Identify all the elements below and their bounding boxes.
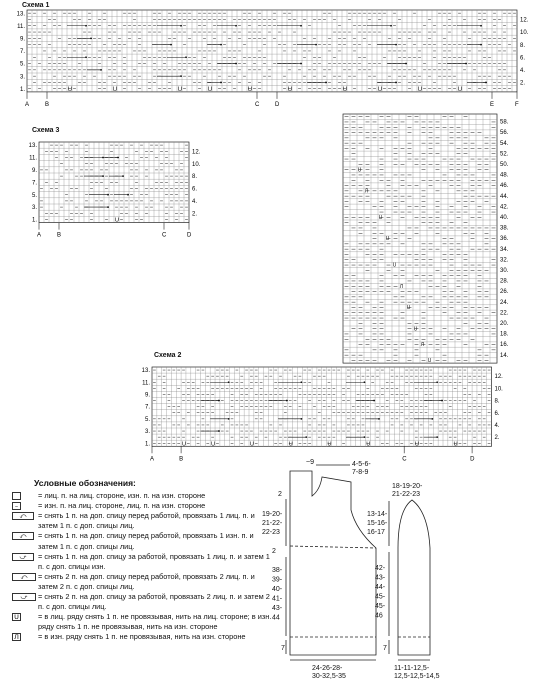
armhole-line [290, 546, 376, 548]
slip-mark: U [385, 236, 390, 243]
row-label: 34. [500, 246, 509, 253]
cable-left-purl-icon: ⤺ [12, 532, 34, 540]
row-label: 50. [500, 162, 509, 168]
slip-mark: U [413, 326, 418, 333]
row-label: 22. [500, 310, 509, 317]
row-label: 26. [500, 289, 509, 296]
body-outline [290, 471, 376, 655]
row-label: 5. [31, 192, 37, 199]
slip-mark: U [378, 215, 383, 221]
row-label: 38. [500, 225, 509, 232]
slip-mark: Л [399, 283, 404, 290]
row-label: 11. [142, 380, 150, 387]
legend-text: = снять 2 п. на доп. спицу за работой, провязать 2 лиц. п. и затем 2 п. с доп. спицы лиц. [38, 592, 270, 612]
dim-shoulder: 4-5-6-7-8-9 [352, 461, 371, 476]
legend-text: = снять 1 п. на доп. спицу за работой, провязать 1 лиц. п. и затем 1 п. с доп. спицы изн. [38, 551, 270, 571]
row-label: 4. [520, 68, 526, 74]
scheme-3-title: Схема 3 [32, 127, 60, 134]
row-label: 12. [494, 374, 503, 381]
row-label: 56. [500, 130, 509, 137]
row-label: 18. [500, 331, 509, 338]
row-label: 4. [192, 199, 198, 205]
row-label: 30. [500, 268, 509, 274]
slip-mark: U [457, 86, 463, 93]
row-label: 54. [500, 140, 509, 147]
purl-stitch-icon: – [12, 502, 21, 510]
row-label: 16. [500, 342, 509, 349]
slip-mark: U [392, 262, 397, 269]
legend-text: = в лиц. ряду снять 1 п. не провязывая, нить на лиц. стороне; в изн. ряду снять 1 п. не провязывая, нить на изн. стороне [38, 612, 272, 632]
scheme-2-title: Схема 2 [154, 352, 182, 359]
slip-mark: Л [364, 188, 369, 195]
marker-label: D [275, 101, 280, 108]
row-label: 3. [144, 429, 150, 436]
slip-stitch-icon: U [12, 613, 21, 621]
slip-mark: U [181, 441, 187, 448]
legend-text: = снять 1 п. на доп. спицу перед работой, провязать 1 лиц. п. и затем 1 п. с доп. спицы лиц. [38, 511, 255, 531]
row-label: 6. [192, 186, 198, 193]
dim-sleeve-rib: 7 [383, 645, 387, 652]
scheme-1-title: Схема 1 [22, 2, 50, 9]
dim-rib: 7 [281, 645, 285, 652]
row-label: 7. [31, 180, 37, 187]
row-label: 8. [520, 42, 526, 49]
dim-side-length: 38-39-40-41-43-44 [272, 567, 283, 622]
dim-top-width: ~9 [306, 459, 314, 466]
dim-sleeve-length: 42-43-44-45-45-46 [375, 565, 386, 620]
row-label: 1. [19, 86, 25, 93]
slip-mark: U [211, 441, 216, 448]
row-label: 7. [19, 49, 25, 56]
row-label: 4. [494, 423, 500, 429]
slip-mark: U [114, 217, 120, 224]
row-label: 32. [500, 257, 509, 264]
row-label: 12. [192, 149, 201, 156]
cable-2x2-right-icon: ⤻ [12, 593, 36, 601]
row-label: 2. [494, 435, 500, 442]
row-label: 14. [500, 352, 509, 359]
marker-label: E [490, 101, 495, 108]
legend-text: = снять 1 п. на доп. спицу перед работой, провязать 1 изн. п. и затем 1 п. с доп. спицы лиц. [38, 531, 254, 551]
marker-label: B [57, 232, 62, 239]
slip-mark: U [112, 86, 118, 93]
row-label: 28. [500, 278, 509, 285]
dim-sleeve-bottom: 11-11-12,5-12,5-12,5-14,5 [394, 665, 440, 680]
legend-text: = изн. п. на лиц. стороне, лиц. п. на изн. стороне [38, 501, 206, 511]
row-label: 24. [500, 299, 509, 306]
row-label: 5. [19, 61, 25, 68]
row-label: 3. [19, 74, 25, 81]
slip-mark: U [249, 441, 254, 448]
row-label: 7. [144, 404, 150, 411]
row-label: 1. [31, 217, 37, 224]
slip-mark: U [357, 167, 362, 174]
slip-mark: U [207, 86, 213, 93]
row-label: 2. [520, 80, 526, 87]
slip-mark: Л [420, 342, 425, 349]
row-label: 10. [494, 386, 503, 393]
slip-mark: U [453, 441, 458, 448]
row-label: 48. [500, 172, 509, 179]
marker-label: D [470, 456, 475, 463]
row-label: 20. [500, 321, 509, 327]
marker-label: C [162, 232, 167, 239]
legend-text: = снять 2 п. на доп. спицу перед работой, провязать 2 лиц. п. и затем 2 п. с доп. спицы лиц. [38, 571, 255, 591]
row-label: 46. [500, 183, 509, 190]
dim-sleeve-cap: 13-14-15-16-16-17 [367, 511, 388, 536]
slip-mark: U [342, 86, 348, 93]
slip-mark: U [67, 86, 73, 93]
row-label: 13. [141, 368, 150, 375]
slip-mark: U [366, 441, 371, 448]
slip-mark: U [414, 441, 419, 448]
marker-label: A [25, 101, 30, 108]
slip-mark: U [327, 441, 332, 448]
row-label: 6. [520, 55, 526, 62]
row-label: 8. [494, 398, 500, 405]
dim-sleeve-top: 18-19-20-21-22-23 [392, 483, 423, 498]
row-label: 44. [500, 193, 509, 200]
marker-label: A [150, 456, 155, 463]
legend-title: Условные обозначения: [34, 478, 136, 488]
slip-mark: U [406, 305, 411, 312]
marker-label: F [515, 101, 519, 108]
row-label: 1. [144, 441, 150, 448]
slip-mark: U [417, 86, 423, 93]
marker-label: C [255, 101, 260, 108]
row-label: 36. [500, 236, 509, 243]
slip-mark: U [177, 86, 183, 93]
row-label: 3. [31, 205, 37, 212]
legend-text: = в изн. ряду снять 1 п. не провязывая, нить на изн. стороне [38, 632, 246, 642]
row-label: 8. [192, 174, 198, 181]
slip-mark: U [247, 86, 253, 93]
row-label: 9. [19, 36, 25, 43]
row-label: 9. [144, 392, 150, 399]
marker-label: A [37, 232, 42, 239]
row-label: 11. [29, 155, 37, 162]
slip-mark: U [377, 86, 383, 93]
sleeve-outline [398, 500, 430, 655]
row-label: 10. [192, 161, 201, 168]
marker-label: B [179, 456, 184, 463]
marker-label: C [402, 456, 407, 463]
row-label: 11. [17, 23, 25, 30]
row-label: 5. [144, 416, 150, 423]
slip-mark: U [288, 441, 293, 448]
dim-armhole-drop: 2 [278, 491, 282, 498]
marker-label: D [187, 232, 192, 239]
slip-mark: U [427, 358, 432, 365]
dim-bottom-width: 24-26-28-30-32,5-35 [312, 665, 346, 680]
row-label: 58. [500, 119, 509, 126]
row-label: 40. [500, 215, 509, 221]
slip-mark: U [287, 86, 293, 93]
dim-armhole: 19-20-21-22-22-23 [262, 511, 283, 536]
row-label: 13. [16, 11, 25, 18]
row-label: 10. [520, 30, 529, 37]
row-label: 2. [192, 211, 198, 218]
cable-left-knit-icon: ⤺ [12, 512, 34, 520]
row-label: 12. [520, 17, 529, 24]
row-label: 13. [28, 143, 37, 150]
cable-2x2-left-icon: ⤺ [12, 573, 36, 581]
cable-right-icon: ⤻ [12, 553, 34, 561]
dim-side-mark: 2 [272, 548, 276, 555]
row-label: 42. [500, 204, 509, 211]
row-label: 52. [500, 151, 509, 158]
legend-text: = лиц. п. на лиц. стороне, изн. п. на изн. стороне [38, 491, 206, 501]
slip-stitch-wrong-side-icon: Л [12, 633, 21, 641]
row-label: 9. [31, 168, 37, 174]
marker-label: B [45, 101, 50, 108]
row-label: 6. [494, 410, 500, 417]
